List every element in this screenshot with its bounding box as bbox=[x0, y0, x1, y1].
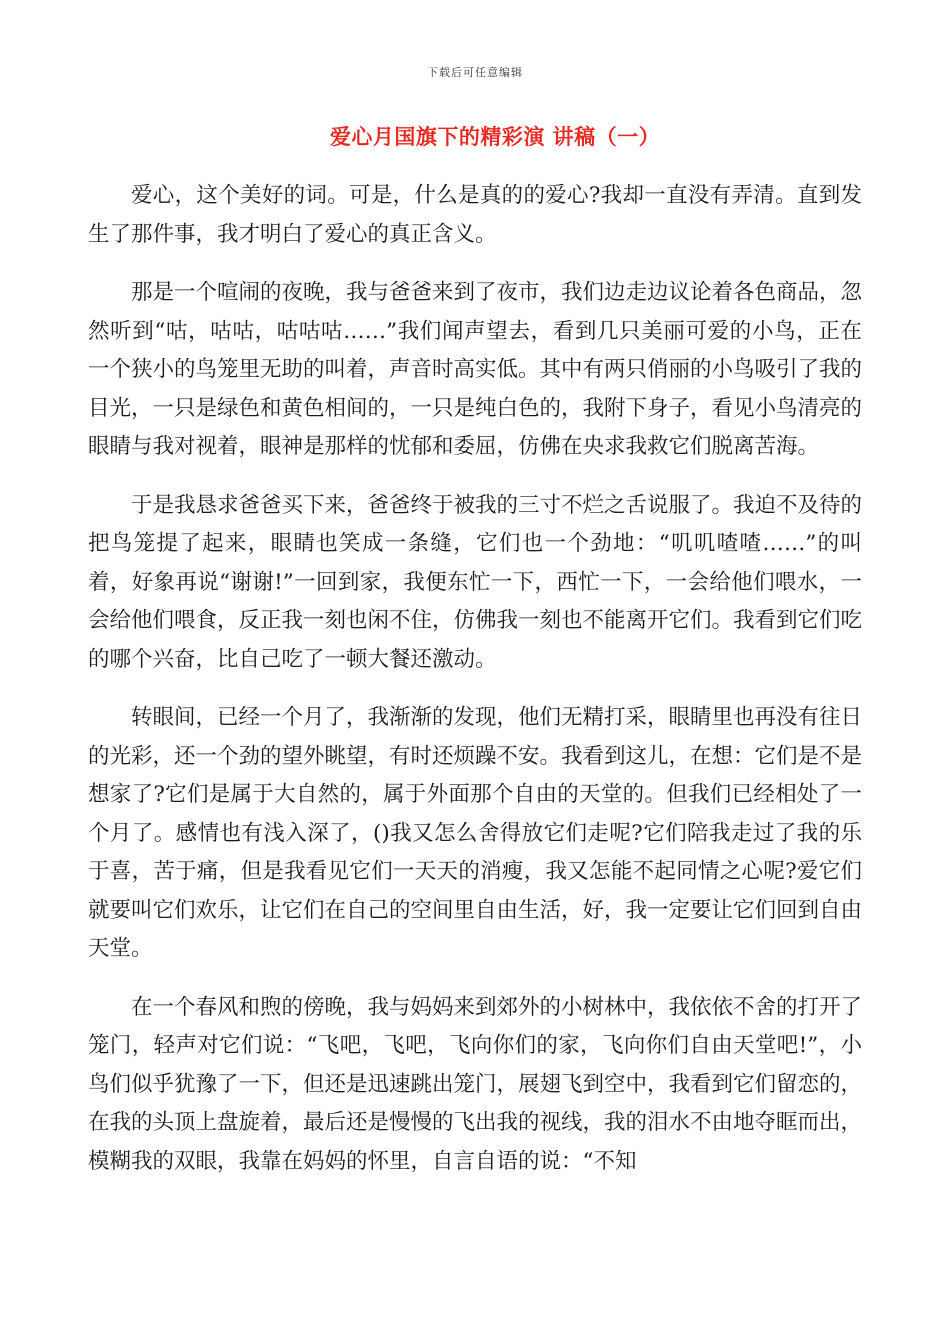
paragraph: 于是我恳求爸爸买下来，爸爸终于被我的三寸不烂之舌说服了。我迫不及待的把鸟笼提了起来，眼睛也笑成一条缝，它们也一个劲地：“叽叽喳喳……”的叫着，好象再说“谢谢!”一回到家，我便东忙一下，西忙一下，一会给他们喂水，一会给他们喂食，反正我一刻也闲不住，仿佛我一刻也不能离开它们。我看到它们吃的哪个兴奋，比自己吃了一顿大餐还激动。 bbox=[88, 492, 863, 672]
document-body bbox=[88, 177, 862, 1201]
paragraph: 转眼间，已经一个月了，我渐渐的发现，他们无精打采，眼睛里也再没有往日的光彩，还一个劲的望外眺望，有时还烦躁不安。我看到这儿，在想：它们是不是想家了?它们是属于大自然的，属于外面那个自由的天堂的。但我们已经相处了一个月了。感情也有浅入深了，()我又怎么舍得放它们走呢?它们陪我走过了我的乐于喜，苦于痛，但是我看见它们一天天的消瘦，我又怎能不起同情之心呢?爱它们就要叫它们欢乐，让它们在自己的空间里自由生活，好，我一定要让它们回到自由天堂。 bbox=[88, 705, 863, 961]
document-title: 爱心月国旗下的精彩演 讲稿（一） bbox=[329, 124, 661, 149]
paragraph: 在一个春风和煦的傍晚，我与妈妈来到郊外的小树林中，我依依不舍的打开了笼门，轻声对它们说：“飞吧，飞吧，飞向你们的家，飞向你们自由天堂吧!”，小鸟们似乎犹豫了一下，但还是迅速跳出笼门，展翅飞到空中，我看到它们留恋的，在我的头顶上盘旋着，最后还是慢慢的飞出我的视线，我的泪水不由地夺眶而出，模糊我的双眼，我靠在妈妈的怀里，自言自语的说：“不知 bbox=[88, 994, 863, 1174]
header-note: 下载后可任意编辑 bbox=[427, 66, 523, 79]
paragraph: 那是一个喧闹的夜晚，我与爸爸来到了夜市，我们边走边议论着各色商品，忽然听到“咕，咕咕，咕咕咕……”我们闻声望去，看到几只美丽可爱的小鸟，正在一个狭小的鸟笼里无助的叫着，声音时高实低。其中有两只俏丽的小鸟吸引了我的目光，一只是绿色和黄色相间的，一只是纯白色的，我附下身子，看见小鸟清亮的眼睛与我对视着，眼神是那样的忧郁和委屈，仿佛在央求我救它们脱离苦海。 bbox=[88, 280, 863, 459]
paragraph: 爱心，这个美好的词。可是，什么是真的的爱心?我却一直没有弄清。直到发生了那件事，我才明白了爱心的真正含义。 bbox=[88, 183, 862, 247]
